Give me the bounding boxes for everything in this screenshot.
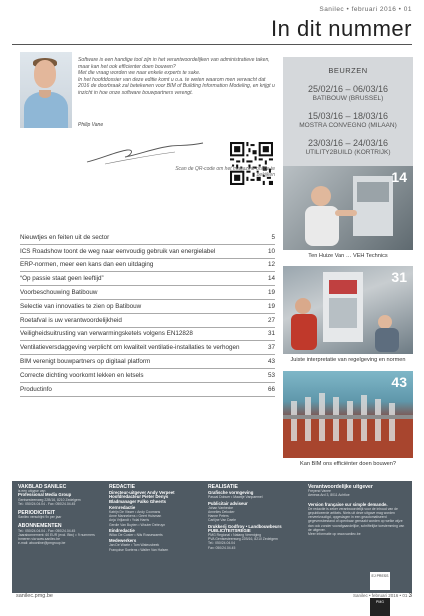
toc-title: Correcte dichting voorkomt lekken en letsels xyxy=(20,371,144,379)
beurs-event xyxy=(283,84,413,102)
colophon-line: e-mail: aboonline@pmgroup.be xyxy=(18,541,66,546)
toc-title: ICS Roadshow toont de weg naar eenvoudig gebruik van energielabel xyxy=(20,247,216,255)
beurs-event xyxy=(283,138,413,156)
colophon-line: Gerdie Van Buyten • Wouter Debruyn xyxy=(109,522,166,527)
colophon-line: Johan Vanhecke xyxy=(208,505,234,510)
author-photo xyxy=(20,52,72,128)
editorial-paragraph: Software is een handige tool zijn in het verantwoordelijken van administratieve taken, maar kan het ook efficienter doen bouwen? xyxy=(78,57,270,70)
publisher-logos xyxy=(367,564,412,616)
colophon-heading: REALISATIE xyxy=(208,484,238,490)
logo-pmg: PMG xyxy=(370,598,390,616)
colophon-line: Hoofdredacteur Pieter Denys xyxy=(109,494,169,500)
colophon-line: Wilco De Coster • Nils Rossewaerts xyxy=(109,533,163,538)
page-number-badge: 31 xyxy=(391,269,407,285)
toc-row[interactable] xyxy=(20,328,275,342)
colophon-line: Anja Vrijlandt • Yolai Harris xyxy=(109,518,150,523)
colophon-line: Eindredactie xyxy=(109,527,135,533)
colophon-line: Aeneas Ard 3, 8011 Achtloe xyxy=(308,493,350,498)
toc-title: BIM verenigt bouwpartners op digitaal platform xyxy=(20,358,151,366)
qr-caption: Scan de QR-code om het magazine online te bekijken xyxy=(175,166,275,178)
colophon-heading: ABONNEMENTEN xyxy=(18,523,62,530)
toc-page: 19 xyxy=(267,302,275,310)
thumbnail-veh-technics[interactable] xyxy=(283,166,413,250)
table-of-contents xyxy=(20,231,275,397)
colophon-line: Directeur-uitgever Andy Verpeet xyxy=(109,490,175,496)
toc-page: 5 xyxy=(271,233,275,241)
beurs-event xyxy=(283,111,413,129)
toc-title: Veiligheidsuitrusting van verwarmingsketels volgens EN12828 xyxy=(20,330,193,338)
toc-page: 53 xyxy=(267,371,275,379)
toc-row[interactable] xyxy=(20,369,275,383)
page-number-badge: 43 xyxy=(391,374,407,390)
colophon-column xyxy=(109,485,197,552)
editorial-author: Philip Vane xyxy=(78,122,104,128)
toc-page: 10 xyxy=(267,247,275,255)
colophon-line: Tel.: 050/24.04.04 - Fax: 050/24.04.45 xyxy=(18,528,76,533)
colophon-line: Annelies Dekoker xyxy=(208,510,235,515)
colophon-line: Carlijne Van Daele xyxy=(208,518,237,523)
page-number-badge: 14 xyxy=(391,169,407,185)
photo-head xyxy=(34,60,56,88)
colophon-line: Anne Mannekens • Geert Huisman xyxy=(109,514,162,519)
colophon-line: Gentsesteenweg 22B/16, 8210 Zedelgem xyxy=(18,497,81,502)
header-divider xyxy=(12,44,412,45)
beurs-dates: 25/02/16 – 06/03/16 xyxy=(307,84,389,94)
beurs-name: BATIBOUW (BRUSSEL) xyxy=(312,95,384,102)
colophon-line: De redactie is zeker verantwoordelijk voor de inhoud van de gepubliceerde artikels. Niets uit deze uitgave mag worden verveelvoudigd, opgeslagen in een geautomatiseerd gegevensbestand of openbaar gemaakt worden op welke wijze dan ook zonder voorafgaandelijke, schriftelijke toestemming van de uitgever. xyxy=(308,506,405,532)
toc-row[interactable] xyxy=(20,300,275,314)
beurs-dates: 15/03/16 – 18/03/16 xyxy=(307,111,389,121)
colophon-line: Hanne Peters xyxy=(208,514,229,519)
colophon-heading: VAKBLAD SANILEC xyxy=(18,484,67,490)
beurzen-heading: BEURZEN xyxy=(328,66,368,75)
colophon-line: Pascal Dobuer • Maartje Vanpaemel xyxy=(208,495,263,500)
colophon-line: Inmeren via www.sanilec.be xyxy=(18,537,61,542)
website-link[interactable]: sanilec.pmg.be xyxy=(16,593,53,599)
toc-row[interactable] xyxy=(20,245,275,259)
toc-page: 14 xyxy=(267,275,275,283)
toc-page: 66 xyxy=(267,385,275,393)
beurs-dates: 23/03/16 – 24/03/16 xyxy=(307,138,389,148)
toc-title: Voorbeschouwing Batibouw xyxy=(20,289,98,297)
colophon-heading: Verantwoordelijke uitgever xyxy=(308,484,373,490)
toc-page: 27 xyxy=(267,316,275,324)
page-footer xyxy=(353,593,412,599)
thumbnail-regelgeving[interactable] xyxy=(283,266,413,354)
colophon-line: Medewerkers xyxy=(109,538,137,544)
thumbnail-bim[interactable] xyxy=(283,371,413,458)
colophon-heading: Version française sur simple demande. xyxy=(308,501,388,507)
editorial-paragraph: In het hoofddossier van deze editie komt u o.a. te weten waarom men verwacht dat 2016 de doorbraak zal betekenen voor BIM of Building Information Modeling, en krijgt u inzicht in hoe onze software bouwpartners verengt. xyxy=(78,76,275,96)
colophon-column xyxy=(18,485,106,545)
beurs-name: MOSTRA CONVEGNO (MILAAN) xyxy=(299,122,397,129)
logo-ej-press: EJ PRESS xyxy=(370,572,390,590)
toc-row[interactable] xyxy=(20,341,275,355)
colophon-heading: PERIODICITEIT xyxy=(18,510,56,517)
toc-page: 19 xyxy=(267,289,275,297)
toc-page: 37 xyxy=(267,344,275,352)
colophon-line: Grafische vormgeving xyxy=(208,490,254,496)
colophon-line: Sanilec verschijnt 9x per jaar xyxy=(18,515,62,520)
toc-page: 43 xyxy=(267,358,275,366)
photo-collar xyxy=(39,90,51,98)
colophon-line: Tel.: 050/24.04.04 xyxy=(208,541,235,546)
colophon-column xyxy=(308,485,406,536)
colophon-line: Publicitair adviseur xyxy=(208,500,248,506)
colophon-line: PVA Gentsesteenweg 22B/16, 8210 Zedelgem xyxy=(208,537,278,542)
colophon-line: is een uitgave van xyxy=(18,489,46,494)
toc-title: ERP-normen, meer een kans dan een uitdaging xyxy=(20,261,154,269)
toc-title: Nieuwtjes en feiten uit de sector xyxy=(20,233,110,241)
editorial-text xyxy=(78,57,275,97)
page-number: 3 xyxy=(408,593,412,599)
colophon-line: Katrijn De Visser • Andy Coomans xyxy=(109,510,161,515)
issue-line: Sanilec • februari 2016 • 01 xyxy=(319,6,412,13)
page-title: In dit nummer xyxy=(271,16,412,41)
colophon-line: Drukkerij Godfroy • Landbouwbeurs xyxy=(208,523,282,529)
toc-row[interactable] xyxy=(20,231,275,245)
colophon-line: PUBLICITEITSREGIE xyxy=(208,527,251,533)
toc-page: 31 xyxy=(267,330,275,338)
toc-row[interactable] xyxy=(20,286,275,300)
toc-row[interactable] xyxy=(20,272,275,286)
colophon-line: Françoise Soetens • Walter Van Halsen xyxy=(109,547,169,552)
colophon-line: Jan De Waele • Tom Wateusbeek xyxy=(109,543,160,548)
editorial-paragraph: Met die vraag worden we naar enkele experts te sake. xyxy=(78,70,201,77)
colophon-column xyxy=(208,485,296,550)
colophon-line: Kernredactie xyxy=(109,504,136,510)
thumbnail-caption: Ten Huize Van … VEH Technics xyxy=(308,253,388,259)
thumbnail-caption: Juiste interpretatie van regelgeving en normen xyxy=(290,357,406,363)
toc-row[interactable] xyxy=(20,314,275,328)
toc-row[interactable] xyxy=(20,383,275,397)
toc-page: 12 xyxy=(267,261,275,269)
footer-issue: Sanilec • februari 2016 • 01 xyxy=(352,593,408,598)
toc-title: Ventilatieversdaggeving verplicht om kwaliteit ventilatie-installaties te verhogen xyxy=(20,344,240,352)
toc-title: Productinfo xyxy=(20,385,52,393)
qr-code-icon[interactable] xyxy=(230,142,273,185)
colophon-line: Tel.: 050/24.04.04 - Fax: 050/24.04.45 xyxy=(18,501,76,506)
colophon-line: PMG Regional • Natang Vereniging xyxy=(208,533,262,538)
colophon-line: Bladmanager Falko Gheerts xyxy=(109,498,167,504)
toc-row[interactable] xyxy=(20,259,275,273)
colophon-line: Professional Media Group xyxy=(18,492,72,498)
signature-image xyxy=(85,140,205,166)
colophon-line: Jaarabonnement: 60 EUR (excl. Btw) = 9 nummers xyxy=(18,532,95,537)
toc-title: “Op passie staat geen leeftijd” xyxy=(20,275,104,283)
toc-row[interactable] xyxy=(20,355,275,369)
colophon-line: Fax: 050/24.04.45 xyxy=(208,545,236,550)
toc-title: Selectie van innovaties te zien op Batibouw xyxy=(20,302,142,310)
thumbnail-caption: Kan BIM ons efficiënter doen bouwen? xyxy=(300,461,396,467)
toc-title: Roetafval is uw verantwoordelijkheid xyxy=(20,316,122,324)
beurs-name: UTILITY2BUILD (KORTRIJK) xyxy=(305,149,391,156)
colophon-line: Meer informatie op www.sanilec.be xyxy=(308,532,361,537)
colophon-line: Freyend Vanee xyxy=(308,489,331,494)
colophon-heading: REDACTIE xyxy=(109,484,136,490)
